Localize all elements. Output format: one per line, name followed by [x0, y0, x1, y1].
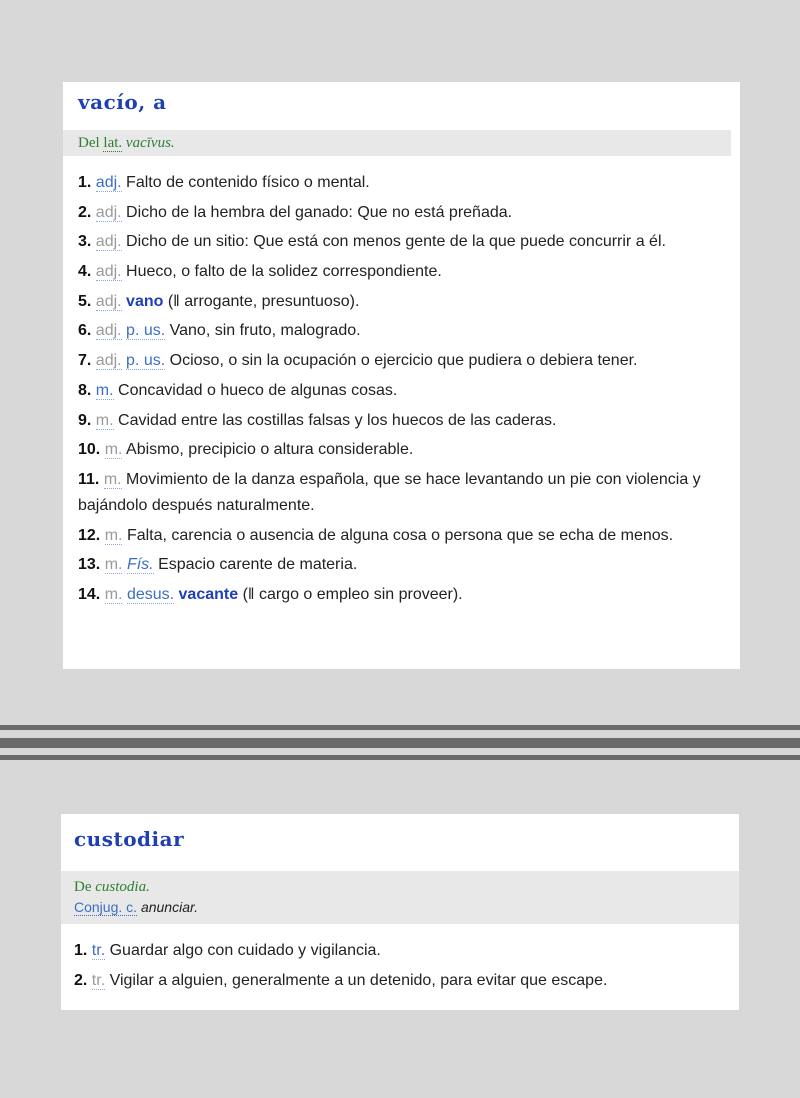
grammar-abbr[interactable]: m.: [104, 441, 123, 459]
definition-item: [74, 968, 724, 994]
definition-text: Concavidad o hueco de algunas cosas.: [118, 381, 398, 399]
entry-title: custodiar: [74, 827, 185, 851]
grammar-abbr[interactable]: p. us.: [126, 352, 166, 370]
divider-line: [0, 725, 800, 730]
definition-text: Cavidad entre las costillas falsas y los huecos de las caderas.: [118, 411, 557, 429]
etymology-prefix: De: [74, 879, 92, 895]
etymology-word: custodia.: [95, 879, 150, 895]
grammar-abbr[interactable]: m.: [95, 411, 114, 429]
grammar-abbr[interactable]: p. us.: [126, 322, 166, 340]
definition-item: [78, 408, 723, 434]
definition-item: [78, 348, 723, 374]
grammar-abbr[interactable]: adj.: [95, 233, 122, 251]
grammar-abbr[interactable]: desus.: [126, 585, 175, 603]
definition-number: 1.: [74, 942, 88, 959]
grammar-abbr[interactable]: adj.: [95, 174, 122, 191]
definition-text: Abismo, precipicio o altura considerable.: [126, 441, 414, 459]
grammar-abbr[interactable]: adj.: [95, 203, 122, 221]
definition-item: [78, 467, 723, 519]
definition-item: [78, 552, 723, 578]
definition-list: [78, 170, 723, 612]
divider-line: [0, 755, 800, 760]
grammar-abbr[interactable]: m.: [104, 526, 123, 544]
cross-reference-link[interactable]: vano: [126, 292, 164, 310]
grammar-abbr[interactable]: adj.: [95, 263, 122, 281]
definition-number: 12.: [78, 526, 101, 544]
etymology-word: vacīvus.: [125, 135, 175, 151]
definition-item: [78, 318, 723, 344]
definition-number: 6.: [78, 322, 92, 340]
definition-number: 2.: [78, 203, 92, 221]
definition-text: Falto de contenido físico o mental.: [126, 174, 370, 191]
definition-number: 7.: [78, 352, 92, 370]
grammar-abbr[interactable]: m.: [104, 585, 123, 603]
grammar-abbr[interactable]: m.: [95, 381, 114, 399]
definition-number: 8.: [78, 381, 92, 399]
abbr-lat[interactable]: lat.: [103, 135, 123, 151]
definition-text: (‖ arrogante, presuntuoso).: [167, 292, 360, 310]
definition-item: [78, 170, 723, 196]
definition-number: 9.: [78, 411, 92, 429]
definition-item: [74, 938, 724, 964]
definition-list: [74, 938, 724, 997]
grammar-abbr[interactable]: m.: [103, 470, 122, 488]
definition-number: 1.: [78, 174, 92, 191]
definition-number: 3.: [78, 233, 92, 251]
etymology: [63, 130, 731, 156]
definition-number: 13.: [78, 556, 101, 574]
definition-text: Vigilar a alguien, generalmente a un detenido, para evitar que escape.: [109, 971, 608, 989]
definition-text: Ocioso, o sin la ocupación o ejercicio que pudiera o debiera tener.: [169, 352, 638, 370]
definition-item: [78, 437, 723, 463]
grammar-abbr[interactable]: tr.: [91, 971, 106, 989]
definition-text: Guardar algo con cuidado y vigilancia.: [109, 942, 381, 959]
grammar-abbr[interactable]: adj.: [95, 352, 122, 370]
definition-text: Hueco, o falto de la solidez correspondiente.: [126, 263, 442, 281]
conjugation-model: anunciar.: [140, 899, 199, 915]
definition-text: Dicho de un sitio: Que está con menos gente de la que puede concurrir a él.: [126, 233, 666, 251]
definition-text: Movimiento de la danza española, que se hace levantando un pie con violencia y bajándolo después naturalmente.: [78, 470, 701, 514]
entry-title: vacío, a: [78, 90, 167, 114]
definition-text: Vano, sin fruto, malogrado.: [169, 322, 361, 340]
grammar-abbr[interactable]: m.: [104, 556, 123, 574]
conjugation-note: [74, 897, 726, 917]
definition-number: 14.: [78, 585, 101, 603]
definition-item: [78, 523, 723, 549]
etymology-prefix: Del: [78, 135, 100, 151]
grammar-abbr[interactable]: tr.: [91, 942, 106, 959]
definition-text: Dicho de la hembra del ganado: Que no está preñada.: [126, 203, 513, 221]
grammar-abbr[interactable]: adj.: [95, 292, 122, 310]
definition-text: Falta, carencia o ausencia de alguna cosa o persona que se echa de menos.: [126, 526, 674, 544]
definition-text: (‖ cargo o empleo sin proveer).: [242, 585, 463, 603]
definition-item: [78, 259, 723, 285]
entry-card-custodiar: [61, 814, 739, 1010]
definition-item: [78, 200, 723, 226]
entry-card-vacio: [63, 82, 740, 669]
definition-item: [78, 582, 723, 608]
definition-text: Espacio carente de materia.: [158, 556, 358, 574]
definition-number: 2.: [74, 971, 88, 989]
conjugation-link[interactable]: Conjug. c.: [74, 899, 138, 915]
definition-number: 10.: [78, 441, 101, 459]
definition-number: 4.: [78, 263, 92, 281]
etymology: [61, 871, 739, 924]
cross-reference-link[interactable]: vacante: [178, 585, 239, 603]
grammar-abbr[interactable]: Fís.: [126, 556, 154, 574]
grammar-abbr[interactable]: adj.: [95, 322, 122, 340]
definition-number: 5.: [78, 292, 92, 310]
definition-item: [78, 289, 723, 315]
divider-line: [0, 738, 800, 748]
definition-item: [78, 378, 723, 404]
definition-number: 11.: [78, 470, 100, 488]
definition-item: [78, 229, 723, 255]
